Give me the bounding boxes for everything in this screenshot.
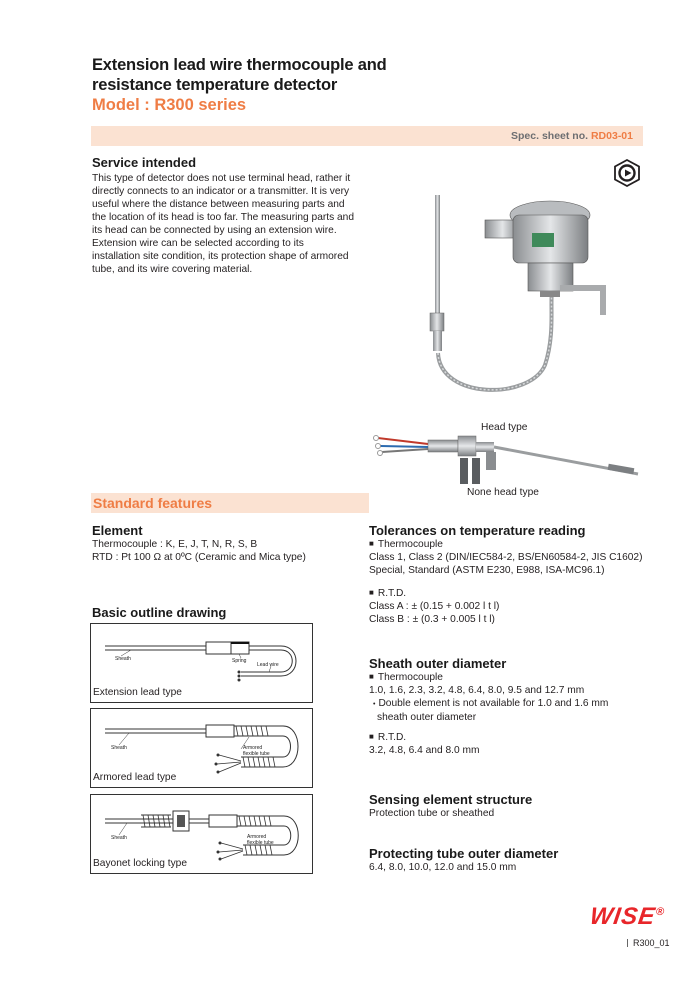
tolerances-rtd-label: ■ R.T.D. — [369, 587, 499, 600]
sheath-tc-label: ■ Thermocouple — [369, 671, 608, 684]
armored-lead-diagram — [91, 709, 312, 775]
page-id: R300_01 — [627, 938, 670, 948]
element-heading: Element — [92, 523, 143, 538]
sheath-label: Sheath — [115, 656, 131, 662]
armored-label: Armored — [247, 834, 267, 840]
sheath-note-line: • Double element is not available for 1.0 and 1.6 mm — [373, 698, 609, 709]
element-thermocouple: Thermocouple : K, E, J, T, N, R, S, B — [92, 539, 258, 550]
head-type-caption: Head type — [481, 422, 528, 433]
bayonet-locking-drawing — [90, 794, 313, 874]
lead-wire-label: Lead wire — [257, 662, 279, 668]
armored-lead-drawing — [90, 708, 313, 788]
flexible-tube-label: flexible tube — [243, 751, 270, 757]
spring-label: Spring — [232, 658, 247, 664]
tolerances-tc-label: ■ Thermocouple — [369, 538, 642, 551]
title-line-1: Extension lead wire thermocouple and — [92, 56, 387, 74]
sheath-rtd-label: ■ R.T.D. — [369, 731, 479, 744]
sheath-tc-values: 1.0, 1.6, 2.3, 3.2, 4.8, 6.4, 8.0, 9.5 and 12.7 mm — [369, 685, 585, 696]
service-heading: Service intended — [92, 155, 197, 170]
service-line: useful where the distance between measuring parts and — [92, 199, 345, 210]
sheath-rtd-values: 3.2, 4.8, 6.4 and 8.0 mm — [369, 745, 480, 756]
service-line: This type of detector does not use terminal head, rather it — [92, 173, 351, 184]
extension-lead-caption: Extension lead type — [93, 687, 182, 698]
tolerances-rtd-line: Class B : ± (0.3 + 0.005 l t l) — [369, 614, 495, 625]
spec-sheet-number — [511, 130, 633, 142]
sheath-thermocouple — [369, 671, 608, 724]
certification-mark-icon — [612, 158, 642, 188]
sheath-note-line: sheath outer diameter — [377, 712, 477, 723]
extension-lead-diagram — [91, 624, 312, 690]
spec-label: Spec. sheet no. — [511, 130, 591, 142]
element-text — [92, 538, 306, 564]
tolerances-heading: Tolerances on temperature reading — [369, 523, 586, 538]
outline-heading: Basic outline drawing — [92, 605, 227, 620]
tolerances-rtd-line: Class A : ± (0.15 + 0.002 l t l) — [369, 601, 500, 612]
protecting-text: 6.4, 8.0, 10.0, 12.0 and 15.0 mm — [369, 862, 517, 873]
sheath-label: Sheath — [111, 835, 127, 841]
none-head-type-product-image — [368, 422, 646, 488]
sheath-heading: Sheath outer diameter — [369, 656, 507, 671]
head-type-product-image — [410, 185, 620, 420]
sheath-rtd — [369, 731, 479, 757]
sheath-note-text: Double element is not available for 1.0 and 1.6 mm — [378, 698, 609, 709]
element-rtd: RTD : Pt 100 Ω at 0ºC (Ceramic and Mica type) — [92, 552, 306, 563]
spec-bar — [91, 126, 643, 146]
flexible-tube-label: flexible tube — [247, 840, 274, 846]
title-line-2: resistance temperature detector — [92, 76, 338, 94]
armored-label: Armored — [243, 745, 263, 751]
extension-lead-drawing — [90, 623, 313, 703]
logo-text: WISE — [588, 903, 658, 930]
service-description — [92, 172, 382, 276]
page-title — [92, 55, 386, 95]
sheath-note — [369, 697, 608, 724]
sensing-heading: Sensing element structure — [369, 792, 533, 807]
standard-features-bar — [91, 493, 369, 513]
bayonet-locking-diagram — [91, 795, 312, 861]
service-line: tube, and its wire covering material. — [92, 264, 253, 275]
sheath-label: Sheath — [111, 745, 127, 751]
tolerances-thermocouple — [369, 538, 642, 577]
service-line: installation site condition, its protection shape of armored — [92, 251, 349, 262]
armored-lead-caption: Armored lead type — [93, 772, 177, 783]
tolerances-rtd — [369, 587, 499, 626]
service-line: Extension wire can be selected according to its — [92, 238, 304, 249]
sensing-text: Protection tube or sheathed — [369, 808, 495, 819]
standard-features-heading: Standard features — [93, 495, 213, 511]
tolerances-tc-line: Class 1, Class 2 (DIN/IEC584-2, BS/EN60584-2, JIS C1602) — [369, 552, 643, 563]
tolerances-tc-line: Special, Standard (ASTM E230, E988, ISA-MC96.1) — [369, 565, 605, 576]
none-head-type-caption: None head type — [467, 487, 539, 498]
bayonet-locking-caption: Bayonet locking type — [93, 858, 188, 869]
spec-code: RD03-01 — [590, 130, 633, 142]
registered-mark: ® — [655, 906, 666, 918]
wise-logo — [588, 903, 666, 931]
protecting-heading: Protecting tube outer diameter — [369, 846, 559, 861]
model-name: Model : R300 series — [92, 96, 247, 114]
service-line: its head can be connected by using an extension wire. — [92, 225, 337, 236]
service-line: the location of its head is too far. The measuring parts and — [92, 212, 355, 223]
service-line: directly connects to an indicator or a transmitter. It is very — [92, 186, 350, 197]
